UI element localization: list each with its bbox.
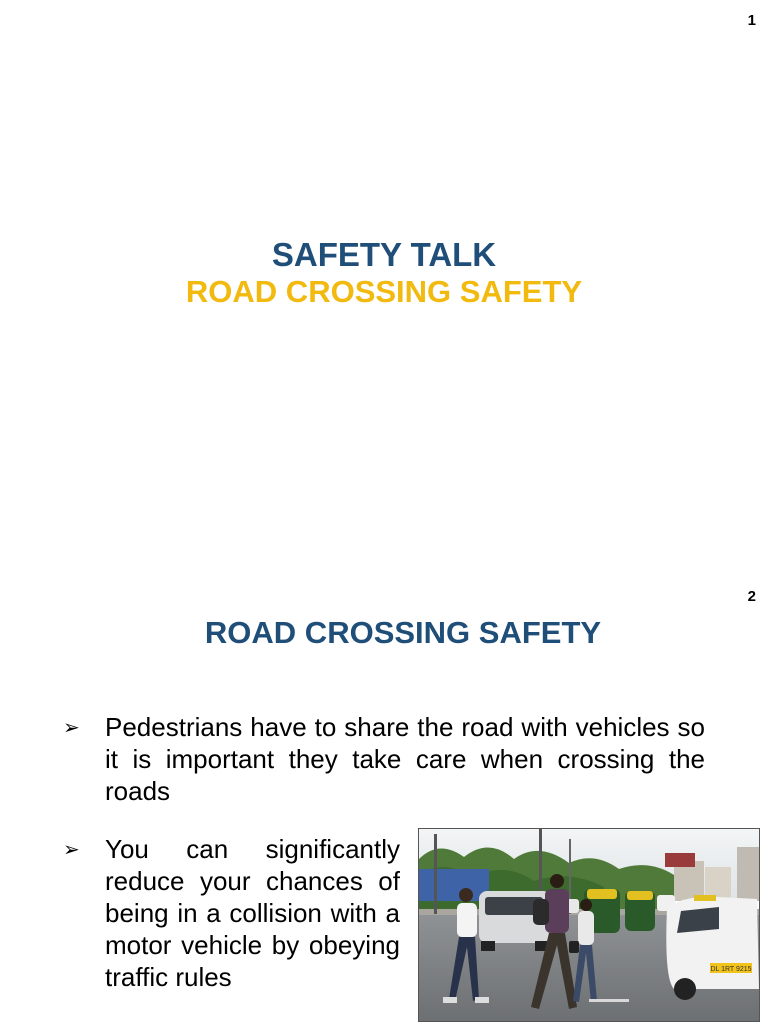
bullet-item-2: You can significantly reduce your chances of being in a collision with a motor vehicle by obeying traffic rules [105,834,400,992]
bullet-arrow-icon: ➢ [63,717,80,739]
slide1-title: SAFETY TALK [271,236,497,273]
road-crossing-photo [418,828,760,1022]
slide1-subtitle: ROAD CROSSING SAFETY [185,274,583,309]
slide2-heading: ROAD CROSSING SAFETY [204,615,602,650]
slide-number-2: 2 [747,588,756,605]
slide1-title-block [0,236,768,310]
bullet-arrow-icon: ➢ [63,839,80,861]
license-plate-text: DL 1RT 9215 [710,966,752,973]
slide-number-1: 1 [747,12,756,29]
bullet-item-1: Pedestrians have to share the road with vehicles so it is important they take care when crossing the roads [105,712,705,806]
